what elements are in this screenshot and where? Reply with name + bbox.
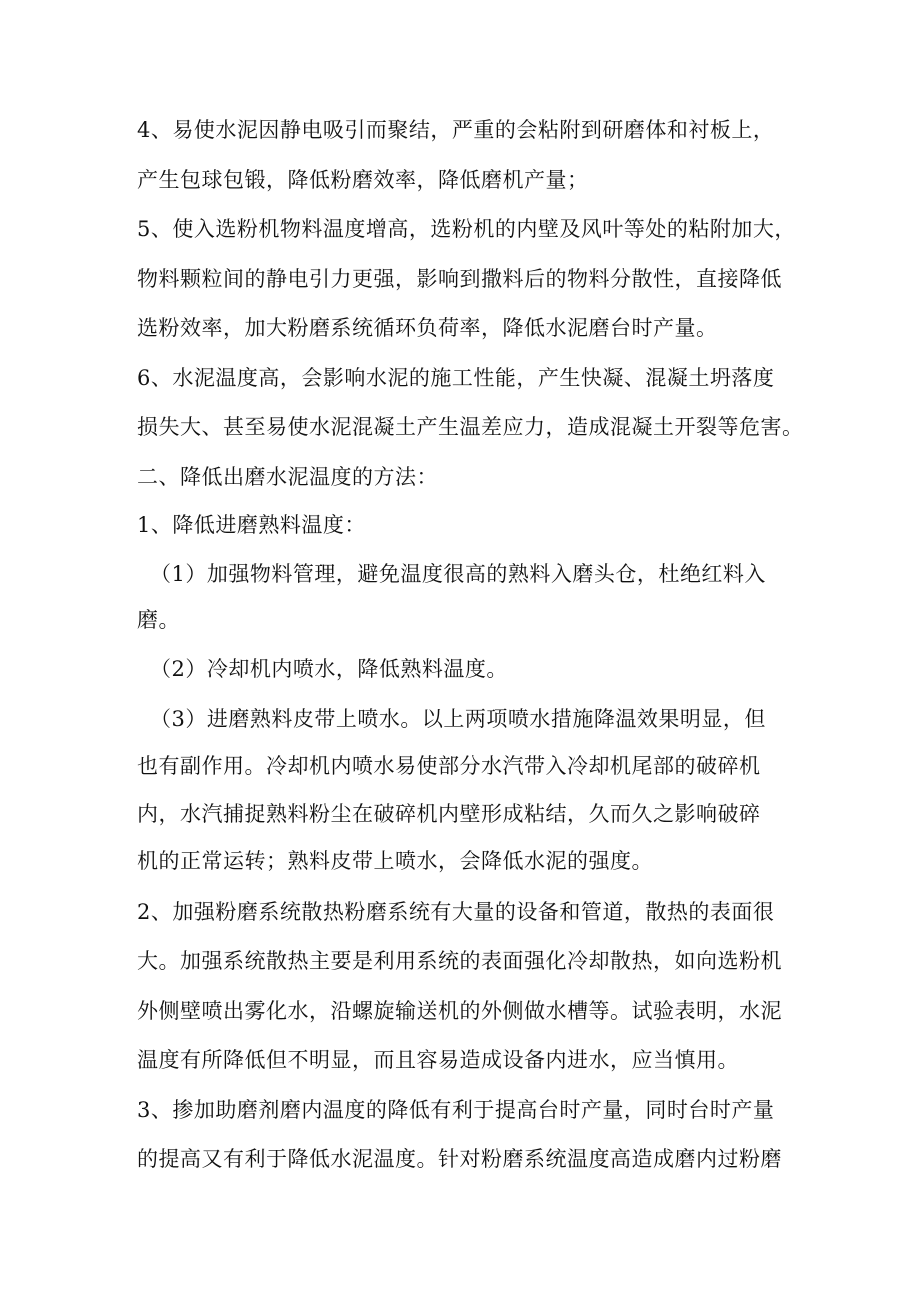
- text-line-10: （1）加强物料管理，避免温度很高的熟料入磨头仓，杜绝红料入: [150, 562, 766, 586]
- text-line-5: 选粉效率，加大粉磨系统循环负荷率，降低水泥磨台时产量。: [137, 316, 718, 340]
- text-line-7: 损失大、甚至易使水泥混凝土产生温差应力，造成混凝土开裂等危害。: [137, 415, 804, 439]
- text-line-22: 的提高又有利于降低水泥温度。针对粉磨系统温度高造成磨内过粉磨: [137, 1147, 782, 1171]
- text-line-4: 物料颗粒间的静电引力更强，影响到撒料后的物料分散性，直接降低: [137, 267, 782, 291]
- section-heading-methods: 二、降低出磨水泥温度的方法：: [137, 465, 438, 489]
- text-line-18: 大。加强系统散热主要是利用系统的表面强化冷却散热，如向选粉机: [137, 949, 782, 973]
- text-line-11: 磨。: [137, 608, 180, 632]
- text-line-19: 外侧壁喷出雾化水，沿螺旋输送机的外侧做水槽等。试验表明，水泥: [137, 999, 782, 1023]
- text-line-1: 4、易使水泥因静电吸引而聚结，严重的会粘附到研磨体和衬板上，: [137, 118, 775, 142]
- text-line-16: 机的正常运转；熟料皮带上喷水，会降低水泥的强度。: [137, 849, 653, 873]
- text-line-15: 内，水汽捕捉熟料粉尘在破碎机内壁形成粘结，久而久之影响破碎: [137, 802, 761, 826]
- text-line-17: 2、加强粉磨系统散热粉磨系统有大量的设备和管道，散热的表面很: [137, 900, 775, 924]
- text-line-6: 6、水泥温度高，会影响水泥的施工性能，产生快凝、混凝土坍落度: [137, 366, 775, 390]
- text-line-13: （3）进磨熟料皮带上喷水。以上两项喷水措施降温效果明显，但: [150, 707, 766, 731]
- subheading-1: 1、降低进磨熟料温度：: [137, 513, 366, 537]
- text-line-3: 5、使入选粉机物料温度增高，选粉机的内壁及风叶等处的粘附加大，: [137, 217, 796, 241]
- text-line-21: 3、掺加助磨剂磨内温度的降低有利于提高台时产量，同时台时产量: [137, 1098, 775, 1122]
- text-line-2: 产生包球包锻，降低粉磨效率，降低磨机产量；: [137, 168, 589, 192]
- text-line-20: 温度有所降低但不明显，而且容易造成设备内进水，应当慎用。: [137, 1048, 739, 1072]
- text-line-14: 也有副作用。冷却机内喷水易使部分水汽带入冷却机尾部的破碎机: [137, 754, 761, 778]
- text-line-12: （2）冷却机内喷水，降低熟料温度。: [150, 657, 508, 681]
